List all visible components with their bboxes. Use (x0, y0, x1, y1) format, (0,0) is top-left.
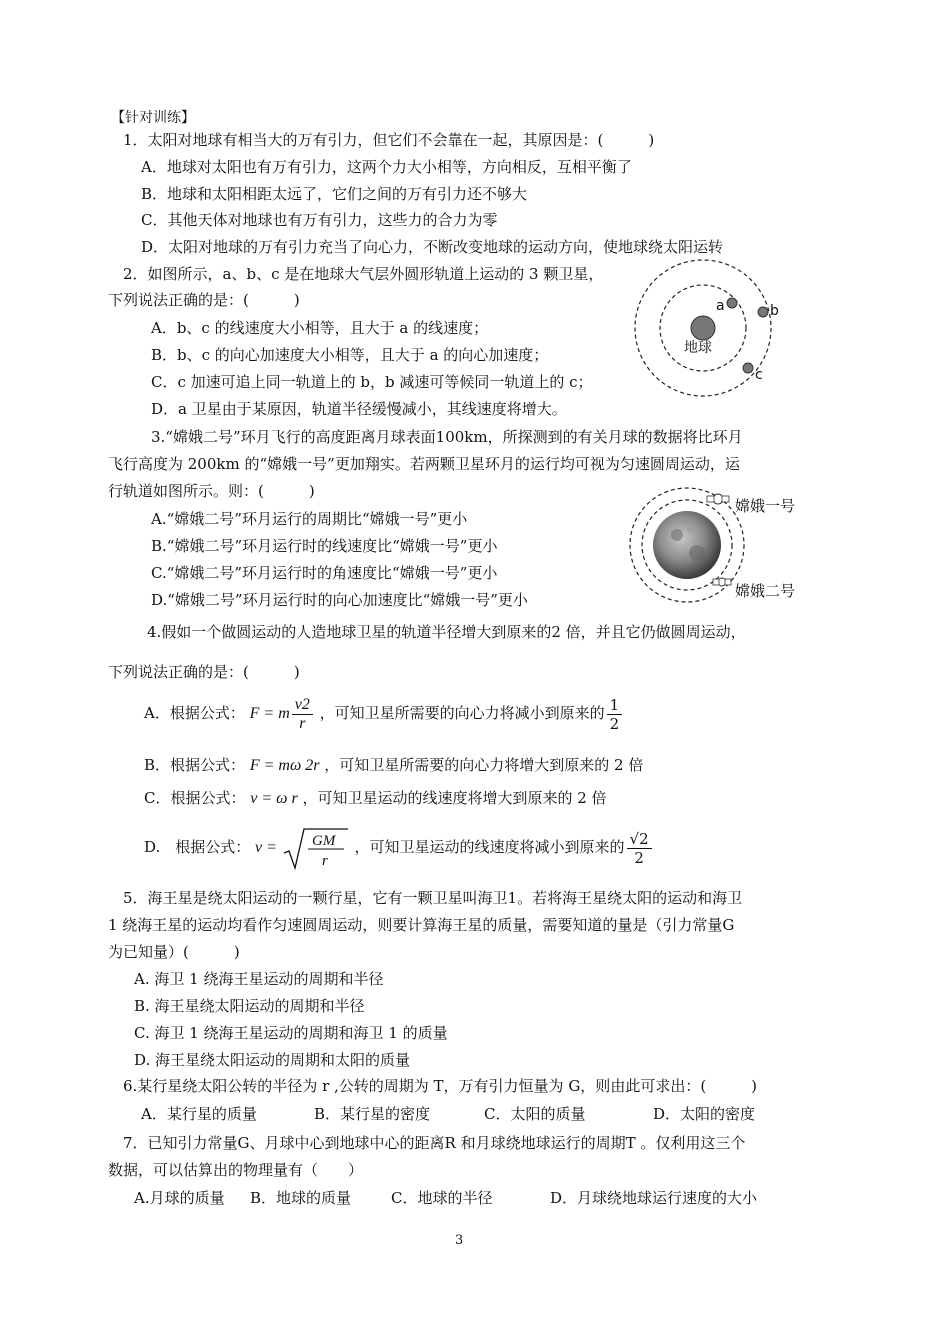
q6-option-c: C．太阳的质量 (484, 1105, 586, 1123)
satellite-a (727, 298, 737, 308)
q4-option-c-formula: v = ω r (250, 790, 298, 807)
q4-stem-line1: 4.假如一个做圆运动的人造地球卫星的轨道半径增大到原来的2 倍，并且它仍做圆周运动， (147, 623, 746, 641)
q4-option-a-result (607, 696, 623, 733)
q2-option-a: A．b、c 的线速度大小相等，且大于 a 的线速度； (151, 319, 489, 337)
q7-option-c: C．地球的半径 (391, 1189, 493, 1207)
q3-stem-line2: 飞行高度为 200km 的“嫦娥一号”更加翔实。若两颗卫星环月的运行均可视为匀速圆周运动，运 (108, 455, 740, 473)
q3-stem-line1: 3.“嫦娥二号”环月飞行的高度距离月球表面100km，所探测到的有关月球的数据将比环月 (151, 428, 743, 446)
q4-option-d (144, 825, 654, 871)
q7-stem-line2: 数据，可以估算出的物理量有（ ） (108, 1161, 364, 1179)
q1-option-d: D．太阳对地球的万有引力充当了向心力，不断改变地球的运动方向，使地球绕太阳运转 (141, 238, 724, 256)
q4-option-d-text: ，可知卫星运动的线速度将减小到原来的 (354, 838, 625, 856)
q7-option-b: B．地球的质量 (250, 1189, 352, 1207)
q5-option-a: A. 海卫 1 绕海王星运动的周期和半径 (134, 970, 384, 988)
satellite-c-label: c (755, 367, 763, 383)
q4-a-result-num: 1 (607, 696, 623, 715)
q5-option-c: C. 海卫 1 绕海王星运动的周期和海卫 1 的质量 (134, 1024, 448, 1042)
q2-option-d: D．a 卫星由于某原因，轨道半径缓慢减小，其线速度将增大。 (151, 400, 567, 418)
earth-circle (691, 316, 715, 340)
section-title: 【针对训练】 (111, 110, 195, 126)
q4-option-b-formula: F = mω 2r (249, 757, 320, 774)
q7-option-a: A.月球的质量 (134, 1189, 225, 1207)
moon-circle (653, 511, 721, 579)
q1-stem: 1．太阳对地球有相当大的万有引力，但它们不会靠在一起，其原因是：( ) (123, 131, 655, 149)
q4-option-c-prefix: C．根据公式： (144, 789, 246, 807)
page-number: 3 (455, 1233, 464, 1248)
earth-label: 地球 (684, 340, 712, 356)
q1-option-a: A．地球对太阳也有万有引力，这两个力大小相等，方向相反，互相平衡了 (141, 158, 632, 176)
q3-option-d: D.“嫦娥二号”环月运行时的向心加速度比“嫦娥一号”更小 (151, 591, 528, 609)
q4-option-b (144, 755, 643, 776)
satellite-b-label: b (770, 303, 779, 319)
q6-stem: 6.某行星绕太阳公转的半径为 r ,公转的周期为 T，万有引力恒量为 G，则由此可求出：( ) (123, 1077, 758, 1095)
q4-option-a-prefix: A．根据公式： (144, 704, 245, 722)
change-2-label: 嫦娥二号 (735, 582, 796, 600)
q4-stem-line2: 下列说法正确的是：( ) (108, 663, 300, 681)
q4-option-d-formula: v = (255, 839, 277, 856)
q4-option-c-text: ，可知卫星运动的线速度将增大到原来的 2 倍 (302, 789, 607, 807)
q4-d-numerator: GM (311, 832, 336, 849)
q1-option-c: C．其他天体对地球也有万有引力，这些力的合力为零 (141, 211, 498, 229)
q2-stem-line2: 下列说法正确的是：( ) (108, 291, 300, 309)
q6-option-d: D．太阳的密度 (653, 1105, 756, 1123)
q7-stem-line1: 7．已知引力常量G、月球中心到地球中心的距离R 和月球绕地球运行的周期T 。仅利用这三个 (123, 1134, 746, 1152)
q3-option-a: A.“嫦娥二号”环月运行的周期比“嫦娥一号”更小 (151, 510, 468, 528)
q3-moon-orbit-figure (625, 485, 810, 610)
q4-option-d-prefix: D. 根据公式： (144, 838, 251, 856)
q1-option-b: B．地球和太阳相距太远了，它们之间的万有引力还不够大 (141, 185, 528, 203)
q4-option-a (144, 693, 624, 734)
satellite-b (758, 307, 768, 317)
q7-option-d: D．月球绕地球运行速度的大小 (550, 1189, 758, 1207)
q4-option-a-formula: F = m (249, 705, 290, 722)
q5-stem-line3: 为已知量）( ) (108, 943, 240, 961)
q4-option-a-text: ，可知卫星所需要的向心力将减小到原来的 (319, 704, 605, 722)
q5-option-b: B. 海王星绕太阳运动的周期和半径 (134, 997, 365, 1015)
q4-d-result-den: 2 (634, 848, 644, 867)
change-2-satellite-icon (713, 578, 731, 586)
q4-option-a-fraction (292, 696, 313, 733)
q4-a-result-den: 2 (609, 714, 620, 733)
q6-option-b: B．某行星的密度 (314, 1105, 431, 1123)
q4-option-c (144, 788, 607, 809)
sqrt-icon (282, 826, 350, 871)
q4-a-numerator: v2 (292, 696, 313, 715)
q6-option-a: A．某行星的质量 (141, 1105, 257, 1123)
q3-option-c: C.“嫦娥二号”环月运行时的角速度比“嫦娥一号”更小 (151, 564, 498, 582)
q3-stem-line3: 行轨道如图所示。则：( ) (108, 482, 315, 500)
q4-d-result-num: √2 (627, 830, 652, 849)
q5-stem-line2: 1 绕海王星的运动均看作匀速圆周运动，则要计算海王星的质量，需要知道的量是（引力常量G (108, 916, 735, 934)
satellite-a-label: a (716, 298, 725, 314)
q5-option-d: D. 海王星绕太阳运动的周期和太阳的质量 (134, 1051, 411, 1069)
q3-option-b: B.“嫦娥二号”环月运行时的线速度比“嫦娥一号”更小 (151, 537, 498, 555)
q4-option-b-prefix: B．根据公式： (144, 756, 246, 774)
q2-satellite-orbit-figure (628, 258, 788, 403)
q4-d-denominator: r (321, 852, 328, 869)
q4-option-d-result (627, 830, 652, 867)
q4-option-b-text: ，可知卫星所需要的向心力将增大到原来的 2 倍 (324, 756, 644, 774)
q4-a-denominator: r (299, 714, 306, 732)
q2-option-b: B．b、c 的向心加速度大小相等，且大于 a 的向心加速度； (151, 346, 549, 364)
q2-option-c: C．c 加速可追上同一轨道上的 b，b 减速可等候同一轨道上的 c； (151, 373, 593, 391)
q5-stem-line1: 5．海王星是绕太阳运动的一颗行星，它有一颗卫星叫海卫1。若将海王星绕太阳的运动和海卫 (123, 889, 743, 907)
q2-stem-line1: 2．如图所示，a、b、c 是在地球大气层外圆形轨道上运动的 3 颗卫星， (123, 265, 604, 283)
satellite-c (743, 363, 753, 373)
change-1-label: 嫦娥一号 (735, 497, 796, 515)
